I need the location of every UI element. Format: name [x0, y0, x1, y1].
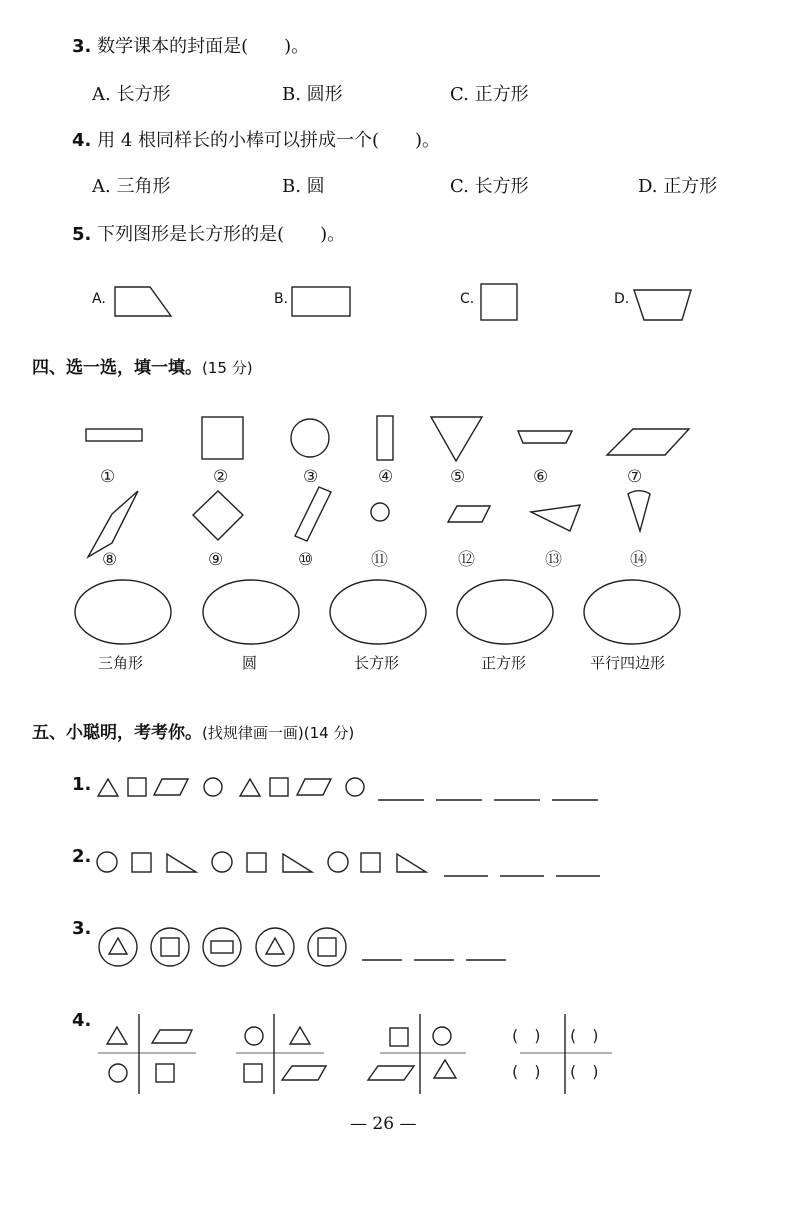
q4-option-a[interactable]: A. 三角形 — [92, 176, 171, 197]
square-icon — [132, 853, 151, 872]
shape-14-sector-icon — [628, 491, 650, 531]
answer-blank-parentheses: ( ) — [570, 1026, 599, 1045]
pattern-1-shapes — [98, 778, 364, 796]
circle-icon — [308, 928, 346, 966]
shape-label-7: ⑦ — [627, 467, 643, 487]
section5-title: 五、小聪明，考考你。 — [32, 723, 202, 743]
category-ellipse-circle[interactable] — [203, 580, 299, 644]
shape-10-rectangle-icon — [295, 487, 331, 541]
q3-option-c[interactable]: C. 正方形 — [450, 84, 529, 105]
circle-icon — [151, 928, 189, 966]
triangle-icon — [266, 938, 284, 954]
circle-icon — [328, 852, 348, 872]
circle-icon — [99, 928, 137, 966]
section4-score: (15 分) — [202, 359, 253, 377]
pattern-4-grid-2 — [236, 1014, 326, 1094]
q3-text: 数学课本的封面是( )。 — [97, 36, 310, 57]
shape-label-3: ③ — [303, 467, 319, 487]
shape-label-9: ⑨ — [208, 550, 224, 570]
circle-icon — [245, 1027, 263, 1045]
shape-4-rectangle-icon — [377, 416, 393, 460]
shape-label-6: ⑥ — [533, 467, 549, 487]
pattern-4-grid-1 — [98, 1014, 196, 1094]
square-icon — [318, 938, 336, 956]
square-icon — [161, 938, 179, 956]
pattern-3-shapes — [99, 928, 346, 966]
parallelogram-icon — [282, 1066, 326, 1080]
q5-option-a[interactable]: A. — [92, 291, 106, 307]
circle-icon — [204, 778, 222, 796]
circle-icon — [109, 1064, 127, 1082]
circle-icon — [212, 852, 232, 872]
category-label-rectangle: 长方形 — [354, 654, 400, 672]
section5-item-4: 4. — [72, 1010, 92, 1031]
q3-option-b[interactable]: B. 圆形 — [282, 84, 343, 105]
shape-11-circle-icon — [371, 503, 389, 521]
shape-5-triangle-icon — [431, 417, 482, 461]
q5-option-d[interactable]: D. — [614, 291, 630, 307]
pattern-4-grid-3 — [368, 1014, 466, 1094]
circle-icon — [97, 852, 117, 872]
q3-option-a[interactable]: A. 长方形 — [92, 84, 171, 105]
q4-option-c[interactable]: C. 长方形 — [450, 176, 529, 197]
triangle-icon — [107, 1027, 127, 1044]
right-triangle-icon — [167, 854, 196, 872]
shape-label-10: ⑩ — [298, 550, 314, 570]
circle-icon — [346, 778, 364, 796]
page-number: — 26 — — [350, 1114, 417, 1134]
square-icon — [128, 778, 146, 796]
shape-label-12: ⑫ — [458, 550, 475, 570]
category-label-triangle: 三角形 — [98, 654, 144, 672]
section4-title: 四、选一选，填一填。 — [32, 358, 202, 378]
square-icon[interactable] — [481, 284, 517, 320]
square-icon — [270, 778, 288, 796]
shape-label-4: ④ — [378, 467, 394, 487]
shape-7-parallelogram-icon — [607, 429, 689, 455]
shape-label-5: ⑤ — [450, 467, 466, 487]
shape-13-triangle-icon — [531, 505, 580, 531]
q4-text: 用 4 根同样长的小棒可以拼成一个( )。 — [97, 130, 441, 151]
shape-label-1: ① — [100, 467, 116, 487]
category-label-parallelogram: 平行四边形 — [590, 654, 666, 672]
q4-option-b[interactable]: B. 圆 — [282, 176, 325, 197]
triangle-icon — [240, 779, 260, 796]
triangle-icon — [290, 1027, 310, 1044]
shape-12-parallelogram-icon — [448, 506, 490, 522]
section5-item-1: 1. — [72, 774, 92, 795]
shape-label-14: ⑭ — [630, 550, 647, 570]
trapezoid-inverted-icon[interactable] — [634, 290, 691, 320]
q5-option-b[interactable]: B. — [274, 291, 289, 307]
rectangle-icon[interactable] — [292, 287, 350, 316]
answer-blank-parentheses: ( ) — [512, 1026, 541, 1045]
q3-number: 3. — [72, 36, 92, 57]
pattern-4-grid-answer[interactable] — [512, 1014, 612, 1094]
square-icon — [247, 853, 266, 872]
parallelogram-icon — [297, 779, 331, 795]
shape-label-11: ⑪ — [371, 550, 388, 570]
q5-option-c[interactable]: C. — [460, 291, 475, 307]
answer-blank-parentheses: ( ) — [512, 1062, 541, 1081]
category-ellipse-square[interactable] — [457, 580, 553, 644]
shape-2-square-icon — [202, 417, 243, 459]
category-ellipse-triangle[interactable] — [75, 580, 171, 644]
parallelogram-icon — [368, 1066, 414, 1080]
shape-8-parallelogram-icon — [88, 491, 138, 557]
shape-3-circle-icon — [291, 419, 329, 457]
shape-6-trapezoid-icon — [518, 431, 572, 443]
shape-label-8: ⑧ — [102, 550, 118, 570]
triangle-icon — [109, 938, 127, 954]
square-icon — [156, 1064, 174, 1082]
triangle-icon — [98, 779, 118, 796]
square-icon — [390, 1028, 408, 1046]
right-triangle-icon — [397, 854, 426, 872]
q4-option-d[interactable]: D. 正方形 — [638, 176, 718, 197]
trapezoid-right-icon[interactable] — [115, 287, 171, 316]
q5-text: 下列图形是长方形的是( )。 — [97, 224, 346, 245]
section5-item-2: 2. — [72, 846, 92, 867]
section5-score: (14 分) — [303, 724, 355, 742]
rectangle-icon — [211, 941, 233, 953]
category-ellipse-rectangle[interactable] — [330, 580, 426, 644]
answer-blank-parentheses: ( ) — [570, 1062, 599, 1081]
shape-label-2: ② — [213, 467, 229, 487]
q4-number: 4. — [72, 130, 92, 151]
pattern-2-shapes — [97, 852, 426, 872]
square-icon — [244, 1064, 262, 1082]
shape-label-13: ⑬ — [545, 550, 562, 570]
parallelogram-icon — [154, 779, 188, 795]
circle-icon — [256, 928, 294, 966]
shape-9-diamond-icon — [193, 491, 243, 540]
triangle-icon — [434, 1060, 456, 1078]
parallelogram-icon — [152, 1030, 192, 1043]
section5-hint: (找规律画一画) — [202, 724, 304, 742]
right-triangle-icon — [283, 854, 312, 872]
category-ellipse-parallelogram[interactable] — [584, 580, 680, 644]
category-label-square: 正方形 — [481, 654, 527, 672]
shape-1-rectangle-icon — [86, 429, 142, 441]
square-icon — [361, 853, 380, 872]
section5-item-3: 3. — [72, 918, 92, 939]
circle-icon — [203, 928, 241, 966]
circle-icon — [433, 1027, 451, 1045]
category-label-circle: 圆 — [242, 654, 258, 672]
q5-number: 5. — [72, 224, 92, 245]
